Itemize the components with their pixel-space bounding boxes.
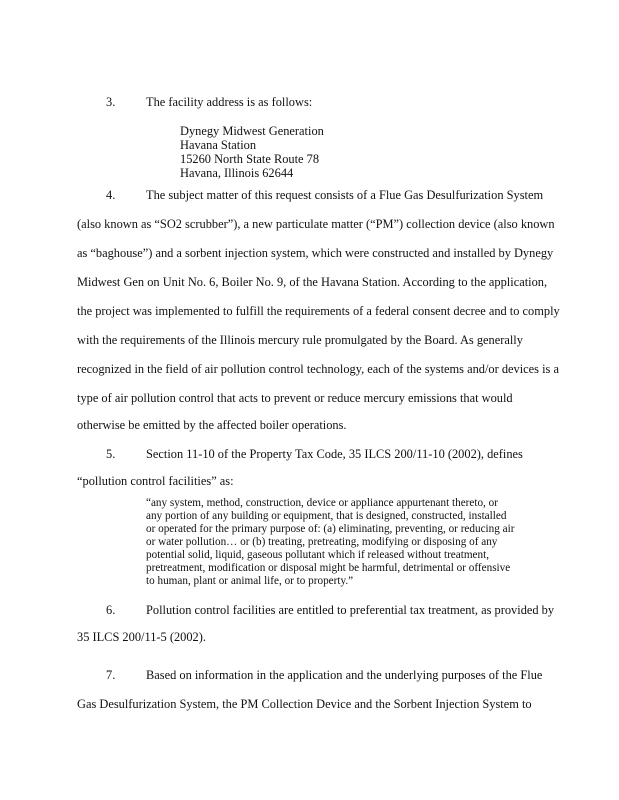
paragraph-text: Section 11-10 of the Property Tax Code, 35 ILCS 200/11-10 (2002), defines: [146, 447, 523, 461]
address-line: 15260 North State Route 78: [180, 152, 320, 166]
paragraph-text: Gas Desulfurization System, the PM Collection Device and the Sorbent Injection System to: [77, 697, 532, 711]
paragraph-text: (also known as “SO2 scrubber”), a new particulate matter (“PM”) collection device (also known: [77, 217, 555, 231]
paragraph-number: 6.: [106, 603, 116, 617]
address-line: Havana, Illinois 62644: [180, 166, 294, 180]
paragraph-text: Midwest Gen on Unit No. 6, Boiler No. 9, of the Havana Station. According to the application,: [77, 275, 548, 289]
block-quote-line: or water pollution… or (b) treating, pretreating, modifying or disposing of any: [146, 536, 498, 548]
paragraph-text: The facility address is as follows:: [146, 95, 313, 109]
paragraph-text: “pollution control facilities” as:: [77, 474, 234, 488]
address-line: Dynegy Midwest Generation: [180, 124, 324, 138]
block-quote-line: potential solid, liquid, gaseous pollutant which if released without treatment,: [146, 549, 490, 561]
paragraph-text: type of air pollution control that acts to prevent or reduce mercury emissions that would: [77, 391, 513, 405]
block-quote-line: or operated for the primary purpose of: (a) eliminating, preventing, or reducing air: [146, 523, 515, 535]
paragraph-number: 7.: [106, 668, 116, 682]
block-quote-line: to human, plant or animal life, or to property.”: [146, 575, 354, 587]
block-quote-line: “any system, method, construction, device or appliance appurtenant thereto, or: [146, 497, 498, 509]
block-quote-line: any portion of any building or equipment, that is designed, constructed, installed: [146, 510, 507, 522]
paragraph-text: 35 ILCS 200/11-5 (2002).: [77, 630, 206, 644]
paragraph-text: recognized in the field of air pollution control technology, each of the systems and/or devices is a: [77, 362, 559, 376]
paragraph-text: with the requirements of the Illinois mercury rule promulgated by the Board. As generally: [77, 333, 523, 347]
paragraph-text: Pollution control facilities are entitled to preferential tax treatment, as provided by: [146, 603, 555, 617]
paragraph-text: the project was implemented to fulfill the requirements of a federal consent decree and to comply: [77, 304, 560, 318]
paragraph-number: 4.: [106, 188, 116, 202]
address-line: Havana Station: [180, 138, 257, 152]
paragraph-number: 5.: [106, 447, 116, 461]
paragraph-text: otherwise be emitted by the affected boiler operations.: [77, 418, 347, 432]
paragraph-text: as “baghouse”) and a sorbent injection system, which were constructed and installed by Dynegy: [77, 246, 554, 260]
paragraph-text: The subject matter of this request consists of a Flue Gas Desulfurization System: [146, 188, 544, 202]
paragraph-number: 3.: [106, 95, 116, 109]
block-quote-line: pretreatment, modification or disposal might be harmful, detrimental or offensive: [146, 562, 511, 574]
paragraph-text: Based on information in the application and the underlying purposes of the Flue: [146, 668, 543, 682]
